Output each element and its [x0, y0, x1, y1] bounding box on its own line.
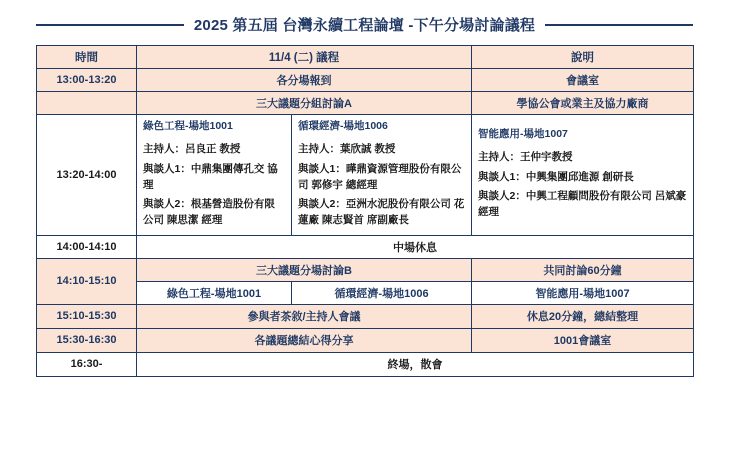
table-row: [37, 258, 694, 281]
table-row: [37, 69, 694, 92]
session-topic: 智能應用-場地1007: [478, 128, 568, 141]
row-note: 休息20分鐘，總結整理: [472, 304, 694, 328]
row-note: 會議室: [472, 69, 694, 92]
row-time: 13:00-13:20: [37, 69, 137, 92]
row-label: 中場休息: [137, 235, 694, 258]
row-label: 各分場報到: [137, 69, 472, 92]
row-time: 14:10-15:10: [37, 258, 137, 304]
document-title-row: [0, 0, 729, 45]
session-line: 與談人2：根基營造股份有限公司 陳思潔 經理: [143, 198, 275, 227]
row-time: 14:00-14:10: [37, 235, 137, 258]
row-label: 各議題總結心得分享: [137, 328, 472, 352]
header-note: 說明: [472, 46, 694, 69]
page-title: 2025 第五屆 台灣永續工程論壇 -下午分場討論議程: [193, 17, 536, 34]
session-line: 主持人：葉欣誠 教授: [298, 143, 396, 156]
row-label: 參與者茶敘/主持人會議: [137, 304, 472, 328]
session-line: 與談人2：亞洲水泥股份有限公司 花蓮廠 陳志賢首 席副廠長: [298, 198, 465, 227]
title-rule-right: [545, 24, 693, 26]
row-note: 1001會議室: [472, 328, 694, 352]
schedule-table: [36, 45, 694, 377]
band-session-b: 三大議題分場討論B: [137, 258, 472, 281]
table-row: [37, 304, 694, 328]
sub-green: 綠色工程-場地1001: [137, 281, 292, 304]
band-note-b: 共同討論60分鐘: [472, 258, 694, 281]
table-row: [37, 235, 694, 258]
session-line: 主持人：王仲宇教授: [478, 151, 573, 164]
row-time: 15:30-16:30: [37, 328, 137, 352]
header-agenda: 11/4 (二) 議程: [137, 46, 472, 69]
session-topic: 綠色工程-場地1001: [143, 120, 233, 132]
table-header-row: [37, 46, 694, 69]
schedule-table-wrap: [0, 45, 729, 377]
table-row: [37, 115, 694, 236]
row-time: 15:10-15:30: [37, 304, 137, 328]
session-line: 與談人1：中興集團邱進源 創研長: [478, 170, 634, 183]
sub-smart: 智能應用-場地1007: [472, 281, 694, 304]
band-note-a: 學協公會或業主及協力廠商: [472, 92, 694, 115]
session-line: 與談人1：曄鼎資源管理股份有限公司 郭修宇 總經理: [298, 162, 462, 191]
session-line: 與談人2：中興工程顧問股份有限公司 呂斌豪 經理: [478, 189, 687, 219]
session-line: 主持人：呂良正 教授: [143, 143, 241, 156]
row-time: 16:30-: [37, 352, 137, 376]
sub-circular: 循環經濟-場地1006: [292, 281, 472, 304]
session-circular: [292, 115, 472, 236]
session-line: 與談人1：中鼎集團傳孔交 協理: [143, 162, 278, 191]
row-time-empty: [37, 92, 137, 115]
title-rule-left: [36, 24, 184, 26]
session-green: [137, 115, 292, 236]
session-topic: 循環經濟-場地1006: [298, 120, 388, 132]
table-row: [37, 328, 694, 352]
row-time: 13:20-14:00: [37, 115, 137, 236]
header-time: 時間: [37, 46, 137, 69]
table-row: [37, 352, 694, 376]
session-smart: [472, 115, 694, 236]
table-row: [37, 92, 694, 115]
row-label: 終場，散會: [137, 352, 694, 376]
band-session-a: 三大議題分組討論A: [137, 92, 472, 115]
